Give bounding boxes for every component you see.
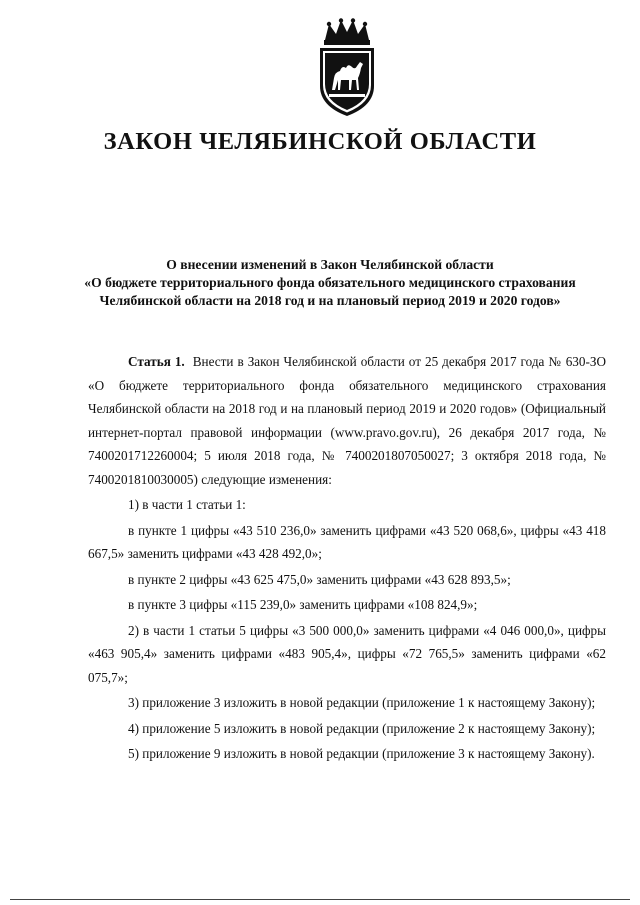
chelyabinsk-coat-of-arms-icon	[311, 18, 383, 118]
article-item: 2) в части 1 статьи 5 цифры «3 500 000,0» заменить цифрами «4 046 000,0», цифры «463 905,4» заменить цифрами «483 905,4», цифры «72 765,5» заменить цифрами «62 075,7»;	[88, 622, 606, 685]
law-title: ЗАКОН ЧЕЛЯБИНСКОЙ ОБЛАСТИ	[103, 128, 537, 155]
article-item: 3) приложение 3 изложить в новой редакции (приложение 1 к настоящему Закону);	[128, 695, 596, 710]
article-item: в пункте 1 цифры «43 510 236,0» заменить цифрами «43 520 068,6», цифры «43 418 667,5» заменить цифрами «43 428 492,0»;	[88, 522, 606, 561]
article-intro-text: Внести в Закон Челябинской области от 25 декабря 2017 года № 630-ЗО «О бюджете территориального фонда обязательного медицинского страхования Челябинской области на 2018 год и на плановый период 2019 и 2020 годов» (Официальный интернет-портал правовой информации (www.pravo.gov.ru), 26 декабря 2017 года, № 7400201712260004; 5 июля 2018 года, № 7400201807050027; 3 октября 2018 года, № 7400201810030005) следующие изменения:	[88, 354, 607, 487]
article-item: в пункте 2 цифры «43 625 475,0» заменить цифрами «43 628 893,5»;	[128, 571, 511, 587]
article-item: в пункте 3 цифры «115 239,0» заменить цифрами «108 824,9»;	[128, 597, 478, 612]
article-item: 1) в части 1 статьи 1:	[128, 497, 246, 512]
article-item: 5) приложение 9 изложить в новой редакции (приложение 3 к настоящему Закону).	[128, 746, 595, 761]
law-subtitle	[60, 256, 600, 310]
article-item: 4) приложение 5 изложить в новой редакции (приложение 2 к настоящему Закону);	[128, 720, 596, 736]
subtitle-line: «О бюджете территориального фонда обязательного медицинского страхования	[84, 275, 576, 290]
page-edge-line	[10, 899, 630, 900]
article-heading: Статья 1.	[128, 354, 185, 369]
article-1-intro	[88, 350, 606, 491]
subtitle-line: О внесении изменений в Закон Челябинской области	[166, 257, 494, 272]
subtitle-line: Челябинской области на 2018 год и на плановый период 2019 и 2020 годов»	[99, 293, 561, 308]
article-1-body	[88, 350, 606, 766]
